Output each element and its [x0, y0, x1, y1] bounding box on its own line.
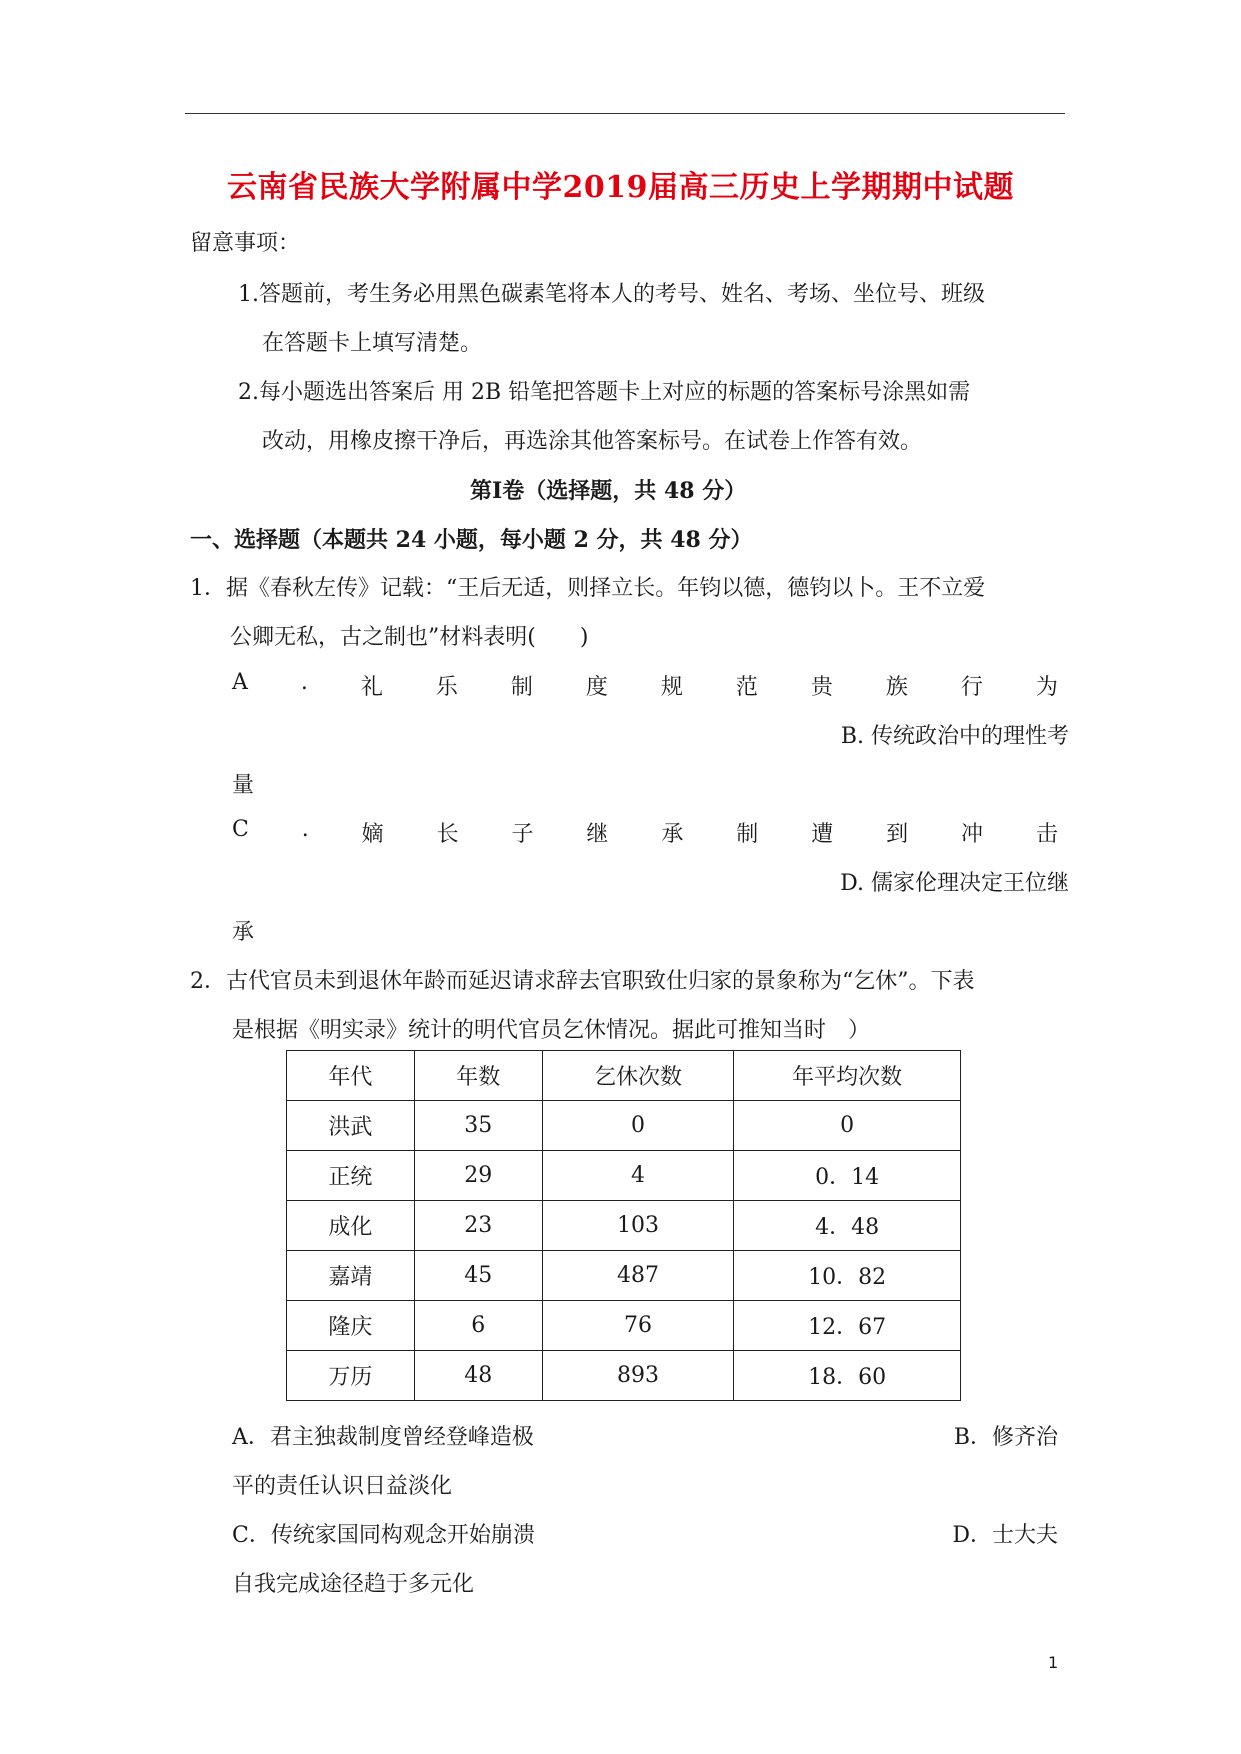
option-a-char: 度 — [585, 675, 608, 700]
table-header-cell: 乞休次数 — [542, 1051, 734, 1101]
notice-item-1-line-2: 在答题卡上填写清楚。 — [262, 331, 483, 356]
notice-heading: 留意事项： — [190, 231, 301, 256]
table-cell: 成化 — [287, 1201, 415, 1251]
table-header-cell: 年平均次数 — [734, 1051, 961, 1101]
table-cell: 万历 — [287, 1351, 415, 1401]
question-2-option-b-part-2: 平的责任认识日益淡化 — [232, 1474, 453, 1499]
option-a-char: 制 — [510, 675, 533, 700]
question-1-stem-line-2: 公卿无私，古之制也”材料表明( ) — [230, 625, 589, 650]
option-a-char: . — [300, 670, 308, 695]
question-2-stem-line-1: 2．古代官员未到退休年龄而延迟请求辞去官职致仕归家的景象称为“乞休”。下表 — [190, 969, 975, 994]
option-a-char: 规 — [660, 675, 683, 700]
option-c-char: 冲 — [961, 822, 984, 847]
page-number: 1 — [1048, 1653, 1059, 1672]
notice-item-2-line-1: 2.每小题选出答案后 用 2B 铅笔把答题卡上对应的标题的答案标号涂黑如需 — [238, 380, 971, 405]
option-a-char: 族 — [885, 675, 908, 700]
question-1-option-b-line-2: 量 — [232, 773, 255, 798]
option-c-char: 遭 — [811, 822, 834, 847]
question-1-option-c — [232, 817, 1058, 848]
table-row — [287, 1251, 961, 1301]
qixiu-statistics-table — [286, 1050, 961, 1401]
table-cell: 487 — [542, 1251, 734, 1301]
question-1-option-d-line-2: 承 — [232, 920, 255, 945]
header-rule — [185, 113, 1065, 114]
option-a-char: 乐 — [435, 675, 458, 700]
table-cell: 35 — [414, 1101, 542, 1151]
table-cell: 45 — [414, 1251, 542, 1301]
table-cell: 隆庆 — [287, 1301, 415, 1351]
table-cell: 洪武 — [287, 1101, 415, 1151]
question-1-stem-line-1: 1．据《春秋左传》记载：“王后无适，则择立长。年钧以德，德钧以卜。王不立爱 — [190, 576, 986, 601]
section-title: 第Ⅰ卷（选择题，共 48 分） — [470, 478, 747, 504]
table-cell: 893 — [542, 1351, 734, 1401]
table-cell: 0 — [734, 1101, 961, 1151]
option-a-char: 范 — [735, 675, 758, 700]
option-c-char: 承 — [661, 822, 684, 847]
question-2-option-c: C．传统家国同构观念开始崩溃 — [232, 1523, 535, 1548]
option-a-char: A — [232, 670, 248, 695]
question-1-option-b-line-1: B. 传统政治中的理性考 — [840, 724, 1069, 749]
table-cell: 103 — [542, 1201, 734, 1251]
option-a-char: 礼 — [360, 675, 383, 700]
part-title: 一、选择题（本题共 24 小题，每小题 2 分，共 48 分） — [190, 527, 753, 553]
option-c-char: C — [232, 817, 249, 842]
question-2-stem-line-2: 是根据《明实录》统计的明代官员乞休情况。据此可推知当时 ） — [232, 1018, 871, 1043]
question-2-option-d-part-1: D．士大夫 — [952, 1523, 1058, 1548]
question-2-option-b-part-1: B．修齐治 — [953, 1425, 1058, 1450]
table-cell: 正统 — [287, 1151, 415, 1201]
option-c-char: 长 — [436, 822, 459, 847]
table-cell: 0 — [542, 1101, 734, 1151]
option-c-char: 到 — [886, 822, 909, 847]
question-1-option-d-line-1: D. 儒家伦理决定王位继 — [840, 871, 1069, 896]
table-row — [287, 1351, 961, 1401]
option-c-char: 击 — [1035, 822, 1058, 847]
table-cell: 6 — [414, 1301, 542, 1351]
table-cell: 23 — [414, 1201, 542, 1251]
table-header-cell: 年数 — [414, 1051, 542, 1101]
table-cell: 29 — [414, 1151, 542, 1201]
option-c-char: 继 — [586, 822, 609, 847]
option-c-char: . — [301, 817, 309, 842]
document-title: 云南省民族大学附属中学2019届高三历史上学期期中试题 — [227, 170, 1014, 205]
table-cell: 4．48 — [734, 1201, 961, 1251]
table-cell: 76 — [542, 1301, 734, 1351]
option-c-char: 嫡 — [361, 822, 384, 847]
option-a-char: 贵 — [810, 675, 833, 700]
option-a-char: 为 — [1035, 675, 1058, 700]
table-cell: 18．60 — [734, 1351, 961, 1401]
table-row — [287, 1201, 961, 1251]
table-row — [287, 1101, 961, 1151]
table-cell: 12．67 — [734, 1301, 961, 1351]
table-row — [287, 1151, 961, 1201]
question-1-option-a — [232, 670, 1058, 701]
table-header-row — [287, 1051, 961, 1101]
table-header-cell: 年代 — [287, 1051, 415, 1101]
table-row — [287, 1301, 961, 1351]
table-cell: 4 — [542, 1151, 734, 1201]
notice-item-2-line-2: 改动，用橡皮擦干净后，再选涂其他答案标号。在试卷上作答有效。 — [262, 429, 923, 454]
question-2-option-a: A．君主独裁制度曾经登峰造极 — [232, 1425, 534, 1450]
question-2-option-d-part-2: 自我完成途径趋于多元化 — [232, 1572, 475, 1597]
table-cell: 嘉靖 — [287, 1251, 415, 1301]
table-cell: 48 — [414, 1351, 542, 1401]
option-c-char: 制 — [736, 822, 759, 847]
option-a-char: 行 — [960, 675, 983, 700]
table-cell: 0．14 — [734, 1151, 961, 1201]
table-cell: 10．82 — [734, 1251, 961, 1301]
notice-item-1-line-1: 1.答题前，考生务必用黑色碳素笔将本人的考号、姓名、考场、坐位号、班级 — [238, 282, 985, 307]
option-c-char: 子 — [511, 822, 534, 847]
